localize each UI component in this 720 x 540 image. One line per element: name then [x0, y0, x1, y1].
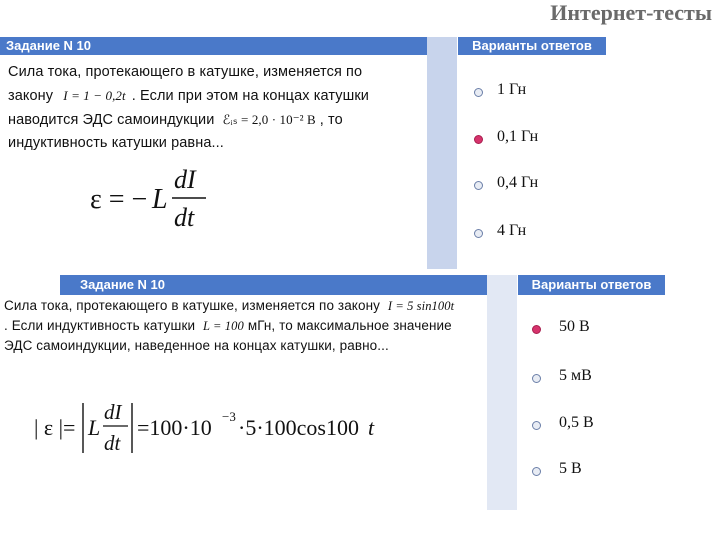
task1-formula [90, 162, 230, 234]
task1-option-1-radio[interactable] [474, 88, 483, 97]
site-title: Интернет-тесты [550, 0, 712, 25]
formula-svg [34, 395, 384, 459]
question-line: . Если индуктивность катушки [4, 318, 196, 333]
task2-option-2-radio[interactable] [532, 374, 541, 383]
task1-question [8, 61, 418, 155]
svg-text:t: t [368, 415, 375, 440]
question-line: Сила тока, протекающего в катушке, изменяется по [8, 64, 363, 80]
svg-text:=100·10: =100·10 [137, 415, 212, 440]
question-line: закону [8, 88, 54, 104]
inline-formula-L: L = 100 [202, 319, 244, 333]
task2-formula [34, 395, 384, 464]
task2-divider [487, 275, 517, 510]
task1-answers-header: Варианты ответов [458, 37, 606, 55]
task1-option-2-label[interactable]: 0,1 Гн [497, 128, 539, 145]
task1-option-3-label[interactable]: 0,4 Гн [497, 174, 539, 191]
svg-text:L: L [152, 184, 168, 215]
task1-option-2-radio[interactable] [474, 135, 483, 144]
task2-option-4-label[interactable]: 5 В [559, 460, 582, 477]
question-line: ЭДС самоиндукции, наведенное на концах катушки, равно... [4, 338, 389, 353]
task2-option-3-radio[interactable] [532, 421, 541, 430]
question-line: , то [319, 112, 343, 128]
svg-text:ε = −: ε = − [90, 184, 148, 215]
task1-option-1-label[interactable]: 1 Гн [497, 81, 527, 98]
task2-option-4-radio[interactable] [532, 467, 541, 476]
svg-text:| ε |=: | ε |= [34, 415, 76, 440]
question-line: индуктивность катушки равна... [8, 135, 224, 151]
svg-text:dt: dt [104, 431, 121, 455]
inline-formula-emf: ℰᵢₛ = 2,0 · 10⁻² В [222, 112, 316, 127]
svg-text:dI: dI [104, 400, 122, 424]
question-line: наводится ЭДС самоиндукции [8, 112, 215, 128]
task1-header: Задание N 10 [0, 37, 427, 55]
svg-text:dt: dt [174, 203, 195, 232]
inline-formula-law: I = 1 − 0,2t [63, 88, 126, 103]
question-line: мГн, то максимальное значение [247, 318, 452, 333]
task1-option-4-radio[interactable] [474, 229, 483, 238]
task2-question [4, 296, 484, 356]
task2-answers-header: Варианты ответов [518, 275, 665, 295]
question-line: Сила тока, протекающего в катушке, изменяется по закону [4, 298, 380, 313]
question-line: . Если при этом на концах катушки [131, 88, 369, 104]
task2-option-1-radio[interactable] [532, 325, 541, 334]
formula-svg [90, 162, 230, 234]
svg-text:dI: dI [174, 165, 196, 194]
svg-text:−3: −3 [222, 409, 236, 424]
svg-text:·5·100cos100: ·5·100cos100 [238, 415, 359, 440]
inline-formula-law: I = 5 sin100t [387, 299, 455, 313]
task2-header: Задание N 10 [60, 275, 487, 295]
task2-option-1-label[interactable]: 50 В [559, 318, 590, 335]
task1-divider [427, 37, 457, 269]
task1-option-3-radio[interactable] [474, 181, 483, 190]
task2-option-2-label[interactable]: 5 мВ [559, 367, 592, 384]
task1-option-4-label[interactable]: 4 Гн [497, 222, 527, 239]
task2-option-3-label[interactable]: 0,5 В [559, 414, 594, 431]
svg-text:L: L [88, 415, 101, 440]
